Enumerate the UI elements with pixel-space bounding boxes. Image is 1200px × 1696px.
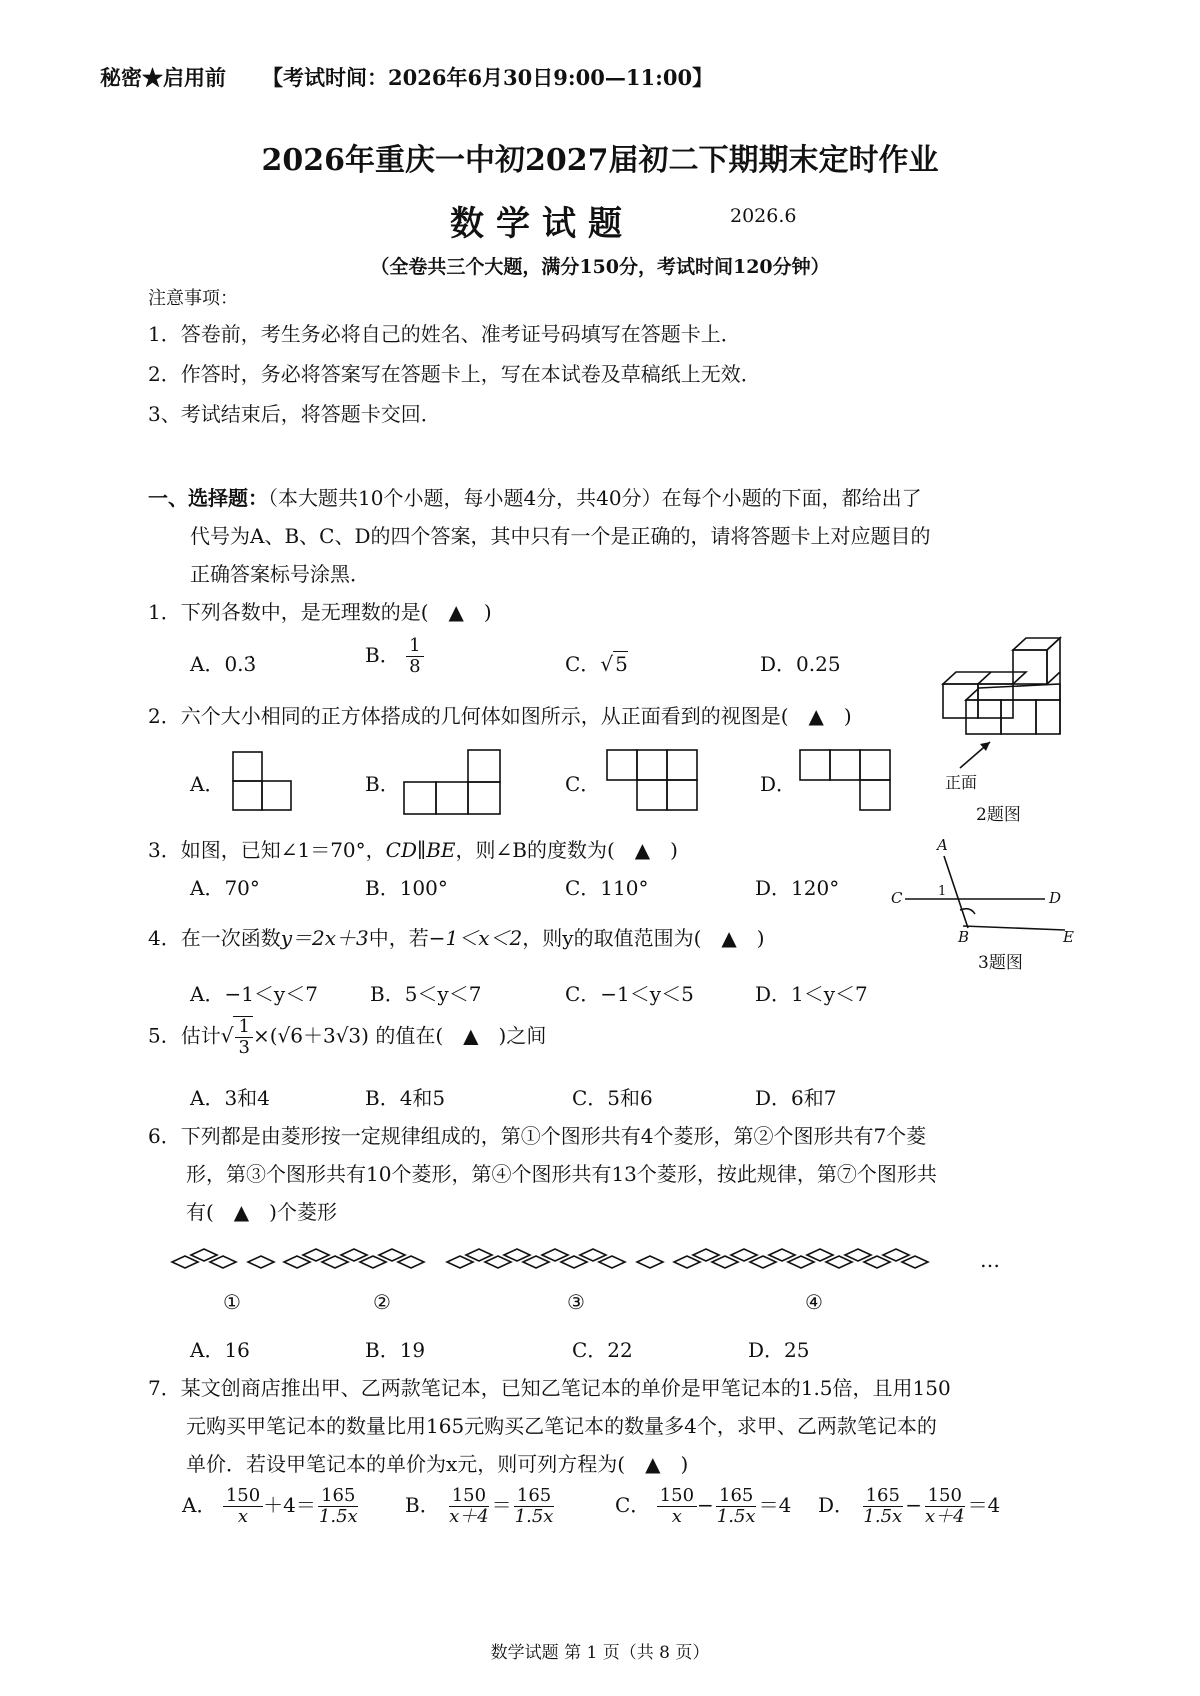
rhombus — [341, 1249, 367, 1261]
q3-label-c: C — [891, 889, 903, 907]
q3-label-1: 1 — [938, 884, 947, 899]
q5-expression: ×(√6＋3√3) — [252, 1023, 369, 1048]
q1-option-a: A．0.3̇ — [190, 652, 257, 676]
rhombus — [788, 1256, 814, 1268]
q7-c-label: C． — [615, 1492, 651, 1517]
note-item: 3、考试结束后，将答题卡交回． — [148, 402, 441, 426]
q2-option-d: D． — [760, 772, 797, 796]
q6-option-a: A．16 — [190, 1338, 250, 1362]
denominator: 1.5x — [514, 1505, 554, 1527]
q4-stem-mid: 中，若 — [368, 926, 429, 950]
rhombus — [466, 1249, 492, 1261]
q5-option-d: D．6和7 — [755, 1086, 837, 1110]
operator: ＝ — [491, 1492, 512, 1517]
q2-view-b — [404, 750, 500, 814]
q3-option-c: C．110° — [565, 876, 649, 900]
rhombus — [191, 1249, 217, 1261]
numerator: 165 — [863, 1486, 903, 1507]
q2-stem: 2．六个大小相同的正方体搭成的几何体如图所示，从正面看到的视图是( ▲ ) — [148, 704, 852, 728]
rhombus — [826, 1256, 852, 1268]
numerator: 1 — [406, 636, 423, 657]
q5-option-a: A．3和4 — [190, 1086, 270, 1110]
rhombus — [303, 1249, 329, 1261]
q7-stem-line: 单价．若设甲笔记本的单价为x元，则可列方程为( ▲ ) — [186, 1452, 689, 1476]
rhombus — [561, 1256, 587, 1268]
numerator: 150 — [925, 1486, 965, 1507]
q4-stem-pre: 4．在一次函数 — [148, 926, 281, 950]
exam-scope: （全卷共三个大题，满分150分，考试时间120分钟） — [370, 256, 830, 278]
numerator: 165 — [716, 1486, 756, 1507]
page-subtitle: 数学试题 — [450, 204, 634, 244]
fraction — [446, 1486, 492, 1527]
q2-front-label: 正面 — [945, 773, 978, 792]
q1-option-d: D．0.25 — [760, 652, 841, 676]
rhombus — [637, 1256, 663, 1268]
q3-stem-pre: 3．如图，已知∠1＝70°， — [148, 838, 386, 862]
rhombus — [248, 1256, 274, 1268]
q2-view-a — [233, 752, 291, 810]
q3-figure — [905, 856, 1065, 930]
page-footer: 数学试题 第 1 页（共 8 页） — [490, 1643, 710, 1663]
fraction — [922, 1486, 968, 1527]
q4-stem — [148, 922, 765, 951]
q3-figure-caption: 3题图 — [978, 953, 1023, 973]
q6-option-b: B．19 — [365, 1338, 426, 1362]
q6-figure-label: ① — [223, 1290, 241, 1314]
q3-stem — [148, 834, 678, 863]
rhombus — [731, 1249, 757, 1261]
q7-b-label: B． — [405, 1492, 440, 1517]
rhombus — [284, 1256, 310, 1268]
q2-option-b: B． — [365, 772, 400, 796]
q3-label-a: A — [937, 836, 948, 854]
q7-a-label: A． — [182, 1492, 217, 1517]
q6-option-c: C．22 — [572, 1338, 633, 1362]
q4-condition: −1＜x＜2 — [428, 926, 523, 950]
numerator: 165 — [318, 1486, 358, 1507]
rhombus — [379, 1249, 405, 1261]
q3-option-a: A．70° — [190, 876, 260, 900]
q6-figures — [172, 1249, 928, 1268]
operator: − — [905, 1492, 922, 1517]
operator: ＋4＝ — [263, 1492, 316, 1517]
q6-stem-line: 形，第③个图形共有10个菱形，第④个图形共有13个菱形，按此规律，第⑦个图形共 — [186, 1162, 937, 1186]
page-title: 2026年重庆一中初2027届初二下期期末定时作业 — [261, 143, 939, 178]
q6-option-d: D．25 — [748, 1338, 810, 1362]
q5-option-c: C．5和6 — [572, 1086, 653, 1110]
exam-date: 2026.6 — [730, 205, 797, 227]
q6-ellipsis: … — [980, 1248, 1000, 1272]
denominator: 1.5x — [716, 1505, 756, 1527]
rhombus — [542, 1249, 568, 1261]
q4-function: y＝2x＋3 — [280, 926, 369, 950]
rhombus — [769, 1249, 795, 1261]
operator: − — [697, 1492, 714, 1517]
denominator: x — [671, 1505, 682, 1527]
numerator: 1 — [235, 1017, 252, 1038]
fraction — [657, 1486, 697, 1527]
numerator: 150 — [223, 1486, 263, 1507]
denominator: x＋4 — [924, 1505, 965, 1527]
rhombus — [360, 1256, 386, 1268]
rhombus — [172, 1256, 198, 1268]
rhombus — [902, 1256, 928, 1268]
operator: ＝4 — [967, 1492, 1001, 1517]
q6-figure-label: ② — [373, 1290, 391, 1314]
q5-option-b: B．4和5 — [365, 1086, 446, 1110]
section-desc-line: 正确答案标号涂黑． — [190, 562, 370, 586]
q7-option-a — [182, 1486, 361, 1527]
notes-heading: 注意事项： — [148, 288, 238, 309]
q1-c-label: C． — [565, 652, 601, 676]
q7-stem-line: 7．某文创商店推出甲、乙两款笔记本，已知乙笔记本的单价是甲笔记本的1.5倍，且用150 — [148, 1376, 951, 1400]
q2-option-c: C． — [565, 772, 601, 796]
q4-option-c: C．−1＜y＜5 — [565, 982, 694, 1006]
rhombus — [322, 1256, 348, 1268]
operator: ＝4 — [758, 1492, 792, 1517]
q4-option-a: A．−1＜y＜7 — [190, 982, 318, 1006]
note-item: 2．作答时，务必将答案写在答题卡上，写在本试卷及草稿纸上无效． — [148, 362, 761, 386]
q4-option-b: B．5＜y＜7 — [370, 982, 482, 1006]
rhombus — [523, 1256, 549, 1268]
q3-stem-post: ，则∠B的度数为( ▲ ) — [455, 838, 678, 862]
secret-mark: 秘密★启用前 — [100, 65, 226, 90]
q7-option-c — [615, 1486, 791, 1527]
q2-figure-caption: 2题图 — [976, 805, 1021, 825]
section-desc-line: 代号为A、B、C、D的四个答案，其中只有一个是正确的，请将答题卡上对应题目的 — [190, 524, 931, 548]
q2-solid-figure — [943, 638, 1060, 768]
rhombus — [599, 1256, 625, 1268]
rhombus — [693, 1249, 719, 1261]
q3-label-d: D — [1049, 889, 1062, 907]
q6-stem-line: 有( ▲ )个菱形 — [186, 1200, 337, 1224]
rhombus — [398, 1256, 424, 1268]
rhombus — [674, 1256, 700, 1268]
q3-label-e: E — [1063, 928, 1074, 946]
q7-d-label: D． — [818, 1492, 855, 1517]
denominator: 1.5x — [318, 1505, 358, 1527]
q2-option-a: A． — [190, 772, 225, 796]
fraction — [223, 1486, 263, 1527]
q5-stem-pre: 5．估计 — [148, 1023, 221, 1048]
rhombus — [712, 1256, 738, 1268]
numerator: 165 — [514, 1486, 554, 1507]
q5-fraction — [233, 1016, 252, 1058]
denominator: x — [237, 1505, 249, 1527]
section-desc: （本大题共10个小题，每小题4分，共40分）在每个小题的下面，都给出了 — [268, 486, 922, 510]
fraction — [316, 1486, 361, 1527]
q6-figure-label: ③ — [567, 1290, 585, 1314]
q4-stem-post: ，则y的取值范围为( ▲ ) — [522, 926, 765, 950]
q3-label-b: B — [958, 928, 970, 946]
note-item: 1．答卷前，考生务必将自己的姓名、准考证号码填写在答题卡上． — [148, 322, 741, 346]
rhombus — [210, 1256, 236, 1268]
q7-stem-line: 元购买甲笔记本的数量比用165元购买乙笔记本的数量多4个，求甲、乙两款笔记本的 — [186, 1414, 937, 1438]
q2-view-c — [607, 750, 697, 810]
fraction — [714, 1486, 759, 1527]
rhombus — [750, 1256, 776, 1268]
rhombus — [485, 1256, 511, 1268]
denominator: x＋4 — [449, 1505, 489, 1527]
numerator: 150 — [657, 1486, 697, 1507]
q1-stem: 1．下列各数中，是无理数的是( ▲ ) — [148, 600, 492, 624]
q3-option-d: D．120° — [755, 876, 840, 900]
section-label: 一、选择题： — [148, 486, 268, 510]
denominator: 3 — [238, 1036, 250, 1058]
q7-option-d — [818, 1486, 1000, 1527]
rhombus — [504, 1249, 530, 1261]
q1-option-c: C．√ 5 — [565, 652, 628, 676]
exam-time: 【考试时间：2026年6月30日9:00—11:00】 — [262, 65, 714, 90]
q3-option-b: B．100° — [365, 876, 448, 900]
q6-figure-label: ④ — [805, 1290, 823, 1314]
fraction — [860, 1486, 905, 1527]
q3-condition: CD∥BE — [385, 838, 456, 862]
numerator: 150 — [449, 1486, 489, 1507]
rhombus — [864, 1256, 890, 1268]
rhombus — [845, 1249, 871, 1261]
rhombus — [883, 1249, 909, 1261]
q6-stem-line: 6．下列都是由菱形按一定规律组成的，第①个图形共有4个菱形，第②个图形共有7个菱 — [148, 1124, 927, 1148]
rhombus — [807, 1249, 833, 1261]
q4-option-d: D．1＜y＜7 — [755, 982, 868, 1006]
rhombus — [447, 1256, 473, 1268]
q5-stem: 5．估计√ $\frac{1}{3}$ ×(√6＋3√3) 的值在( ▲ )之间 — [148, 1016, 547, 1058]
q1-b-label: B． — [365, 642, 400, 667]
rhombus — [580, 1249, 606, 1261]
q7-option-b — [405, 1486, 556, 1527]
denominator: 1.5x — [863, 1505, 903, 1527]
fraction — [512, 1486, 557, 1527]
denominator: 8 — [409, 655, 421, 677]
q2-view-d — [800, 750, 890, 810]
q5-stem-post: 的值在( ▲ )之间 — [375, 1023, 547, 1048]
q1-c-radicand: 5 — [615, 652, 628, 676]
